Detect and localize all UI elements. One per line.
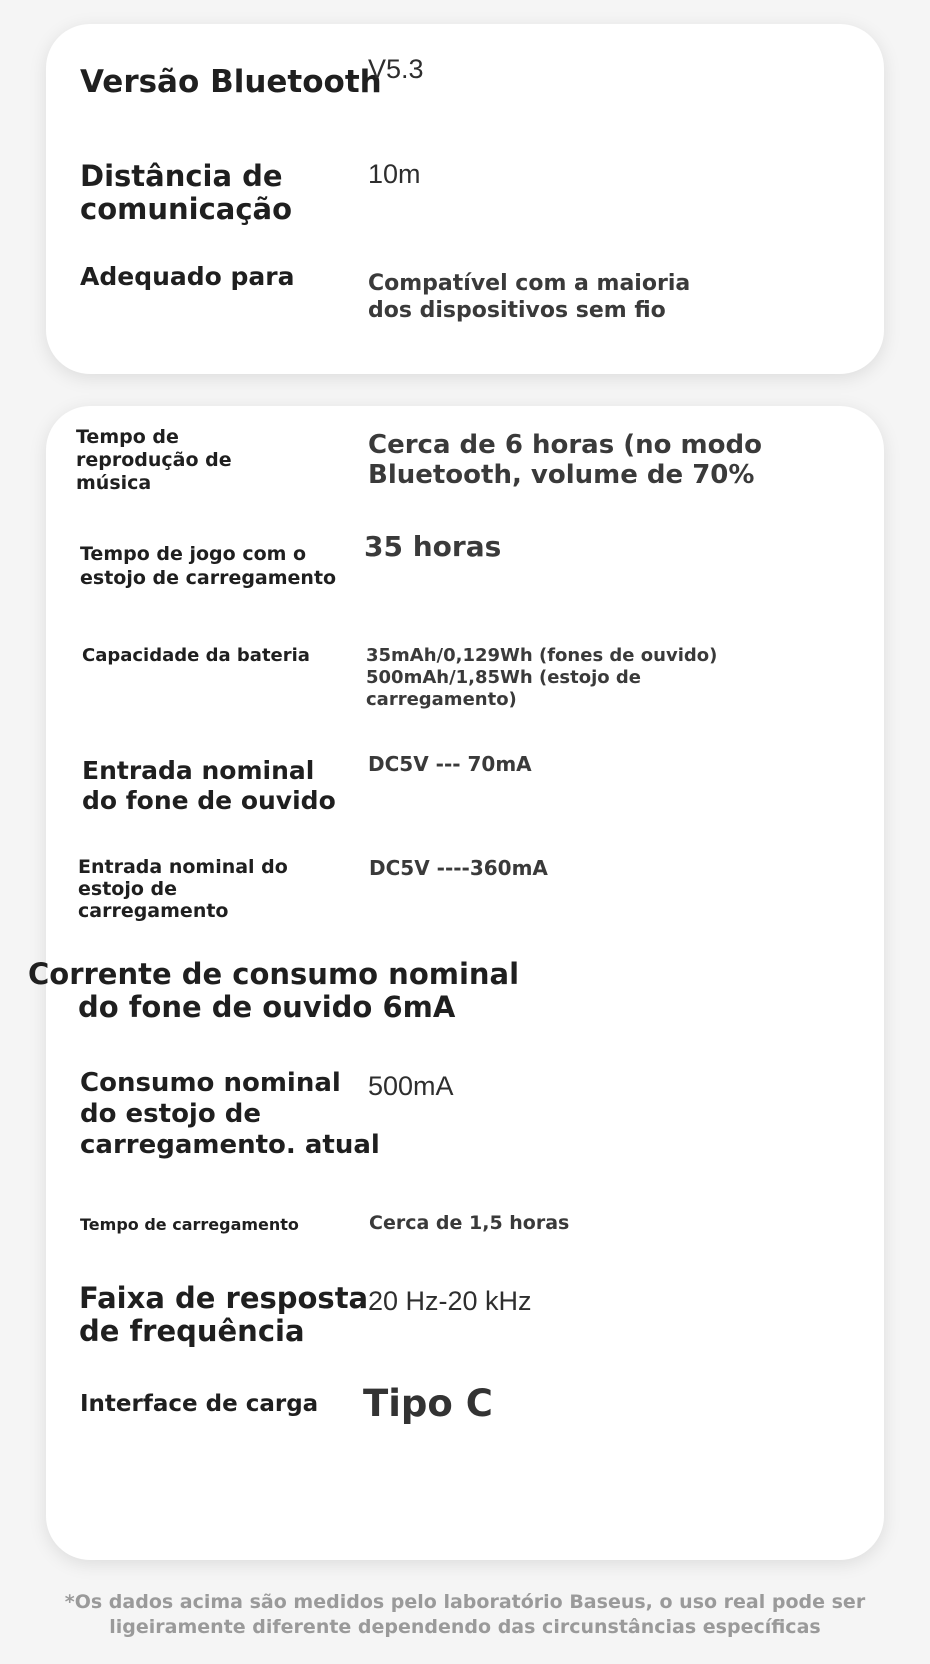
label-line: Tempo de: [76, 426, 179, 448]
spec-label-playtime-with-case: [80, 542, 336, 590]
spec-label-case-rated-consumption: [80, 1068, 380, 1161]
lab-data-disclaimer: [0, 1590, 930, 1640]
spec-label-earphone-rated-input: [82, 756, 336, 816]
spec-label-communication-distance: [80, 160, 292, 226]
spec-value-case-rated-input: DC5V ----360mA: [369, 856, 548, 880]
value-line: Cerca de 6 horas (no modo: [368, 430, 762, 460]
spec-label-case-rated-input: [78, 856, 288, 922]
spec-label-bluetooth-version: Versão Bluetooth: [80, 64, 382, 100]
spec-value-charging-time: Cerca de 1,5 horas: [369, 1212, 570, 1234]
value-line: carregamento): [366, 689, 517, 710]
spec-value-playtime-with-case: 35 horas: [364, 530, 502, 563]
label-line: carregamento: [78, 900, 229, 922]
label-line: comunicação: [80, 192, 293, 226]
label-line: Faixa de resposta: [79, 1281, 369, 1315]
spec-value-battery-capacity: [366, 645, 717, 711]
value-line: Bluetooth, volume de 70%: [368, 460, 755, 490]
value-line: 35mAh/0,129Wh (fones de ouvido): [366, 645, 718, 666]
value-line: Compatível com a maioria: [368, 271, 691, 296]
disclaimer-line: ligeiramente diferente dependendo das circunstâncias específicas: [109, 1616, 821, 1638]
label-line: do fone de ouvido: [82, 786, 336, 815]
spec-value-music-playback-time: [368, 430, 762, 490]
label-line: de frequência: [79, 1314, 305, 1348]
spec-earphone-rated-consumption-current: [28, 958, 519, 1024]
label-line: carregamento. atual: [80, 1130, 380, 1160]
label-line: Entrada nominal: [82, 756, 315, 785]
spec-value-communication-distance: 10m: [368, 159, 421, 189]
label-line: Corrente de consumo nominal: [28, 957, 520, 991]
label-line: Tempo de jogo com o: [80, 543, 307, 565]
spec-value-earphone-rated-input: DC5V --- 70mA: [368, 752, 532, 776]
label-line: Entrada nominal do: [78, 856, 288, 878]
label-line: reprodução de: [76, 449, 232, 471]
label-line: estojo de carregamento: [80, 567, 337, 589]
spec-value-bluetooth-version: V5.3: [368, 54, 424, 84]
label-line: música: [76, 472, 152, 494]
spec-label-suitable-for: Adequado para: [80, 262, 295, 291]
label-line: Distância de: [80, 159, 283, 193]
disclaimer-line: *Os dados acima são medidos pelo laboratório Baseus, o uso real pode ser: [64, 1591, 866, 1613]
value-line: dos dispositivos sem fio: [368, 298, 666, 323]
spec-label-frequency-response: [79, 1282, 368, 1348]
spec-value-charging-interface: Tipo C: [363, 1382, 493, 1425]
label-line: do estojo de: [80, 1099, 261, 1129]
label-line: Consumo nominal: [80, 1068, 341, 1098]
spec-label-music-playback-time: [76, 426, 232, 495]
spec-label-charging-time: Tempo de carregamento: [80, 1215, 299, 1234]
spec-value-suitable-for: [368, 270, 690, 324]
spec-label-charging-interface: Interface de carga: [80, 1391, 319, 1417]
label-line: estojo de: [78, 878, 177, 900]
label-line: do fone de ouvido 6mA: [78, 990, 456, 1024]
spec-label-battery-capacity: Capacidade da bateria: [82, 645, 310, 666]
value-line: 500mAh/1,85Wh (estojo de: [366, 667, 642, 688]
spec-value-case-rated-consumption: 500mA: [368, 1071, 454, 1101]
spec-value-frequency-response: 20 Hz-20 kHz: [368, 1286, 532, 1316]
